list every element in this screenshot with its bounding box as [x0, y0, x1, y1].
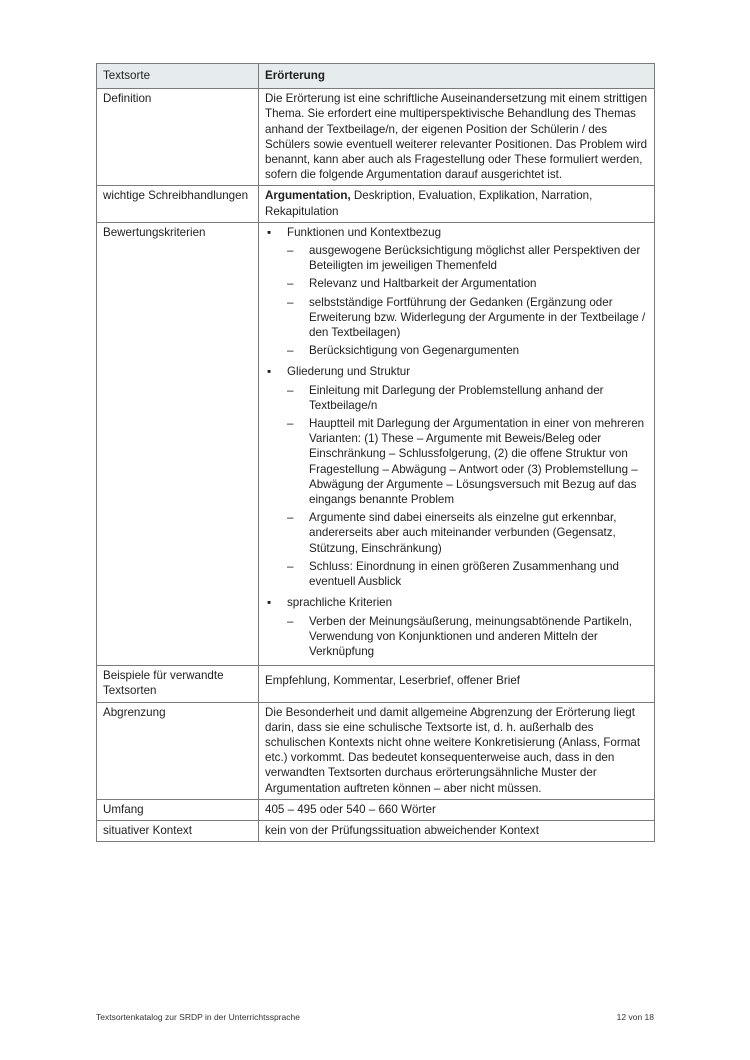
row-label: Abgrenzung	[97, 702, 259, 799]
row-label: wichtige Schreibhandlungen	[97, 186, 259, 222]
criteria-item-text: Berücksichtigung von Gegenargumenten	[309, 344, 520, 358]
dash-icon: –	[287, 344, 294, 358]
row-label: Umfang	[97, 799, 259, 820]
table-row-abgrenzung	[97, 702, 655, 799]
dash-icon: –	[287, 383, 294, 397]
dash-icon: –	[287, 277, 294, 291]
criteria-group	[265, 595, 648, 659]
criteria-item-text: Schluss: Einordnung in einen größeren Zusammenhang und eventuell Ausblick	[309, 559, 620, 589]
criteria-list	[265, 225, 648, 659]
abgrenzung-text: Die Besonderheit und damit allgemeine Abgrenzung der Erörterung liegt darin, dass sie eine schulische Textsorte ist, d. h. außerhalb des schulischen Kontexts nicht ohne weitere Konkretisierung (Anlass, Format etc.) vorkommt. Das bedeutet konsequenterweise auch, dass in den verwandten Textsorten durchaus erörterungsähnliche Muster der Argumentation auftreten können – aber nicht müssen.	[259, 702, 655, 799]
dash-icon: –	[287, 511, 294, 525]
criteria-item	[287, 614, 648, 660]
table-row-definition	[97, 89, 655, 186]
criteria-item	[287, 510, 648, 556]
table-row-umfang	[97, 799, 655, 820]
criteria-group	[265, 364, 648, 589]
definition-text: Die Erörterung ist eine schriftliche Auseinandersetzung mit einem strittigen Thema. Sie erfordert eine multiperspektivische Behandlung des Themas anhand der Textbeilage/n, der eigenen Position der Schülerin / des Schülers sowie eventuell weiterer relevanter Positionen. Das Problem wird benannt, kann aber auch als Fragestellung oder These formuliert werden, sofern die folgende Argumentation darauf ausgerichtet ist.	[259, 89, 655, 186]
criteria-item	[287, 416, 648, 507]
criteria-item-text: Einleitung mit Darlegung der Problemstellung anhand der Textbeilage/n	[309, 383, 604, 412]
schreibhandlungen-bold: Argumentation,	[265, 189, 351, 203]
table-row-bewertung	[97, 222, 655, 665]
criteria-group	[265, 225, 648, 359]
page-number: 12 von 18	[616, 1012, 654, 1022]
header-value: Erörterung	[259, 64, 655, 89]
beispiele-text: Empfehlung, Kommentar, Leserbrief, offener Brief	[259, 666, 655, 702]
criteria-group-title: Gliederung und Struktur	[287, 365, 411, 379]
criteria-item	[287, 343, 648, 358]
bullet-icon: ▪	[267, 596, 272, 610]
row-label: Bewertungskriterien	[97, 222, 259, 665]
criteria-item	[287, 276, 648, 291]
bullet-icon: ▪	[267, 225, 272, 239]
table-row-schreibhandlungen	[97, 186, 655, 222]
schreibhandlungen-rest: Deskription, Evaluation, Explikation, Narration, Rekapitulation	[265, 189, 593, 218]
criteria-item	[287, 383, 648, 413]
kontext-text: kein von der Prüfungssituation abweichender Kontext	[259, 820, 655, 841]
criteria-item	[287, 295, 648, 341]
dash-icon: –	[287, 559, 294, 573]
dash-icon: –	[287, 244, 294, 258]
dash-icon: –	[287, 614, 294, 628]
criteria-item-text: Argumente sind dabei einerseits als einzelne gut erkennbar, andererseits aber auch miteinander verbunden (Gegensatz, Stützung, Einschränkung)	[309, 511, 617, 555]
dash-icon: –	[287, 295, 294, 309]
criteria-item-text: selbstständige Fortführung der Gedanken (Ergänzung oder Erweiterung bzw. Widerlegung der Argumente in der Textbeilage / den Textbeilagen)	[309, 295, 646, 340]
row-label: situativer Kontext	[97, 820, 259, 841]
table-row-beispiele	[97, 666, 655, 702]
criteria-sublist	[287, 614, 648, 660]
umfang-text: 405 – 495 oder 540 – 660 Wörter	[259, 799, 655, 820]
dash-icon: –	[287, 417, 294, 431]
header-label: Textsorte	[97, 64, 259, 89]
criteria-item	[287, 243, 648, 273]
table-header-row	[97, 64, 655, 89]
row-label: Definition	[97, 89, 259, 186]
criteria-group-title: sprachliche Kriterien	[287, 596, 393, 610]
table-row-kontext	[97, 820, 655, 841]
criteria-item-text: ausgewogene Berücksichtigung möglichst aller Perspektiven der Beteiligten im jeweiligen Themenfeld	[309, 244, 641, 273]
criteria-item-text: Verben der Meinungsäußerung, meinungsabtönende Partikeln, Verwendung von Konjunktionen und anderen Mitteln der Verknüpfung	[309, 614, 632, 658]
criteria-sublist	[287, 383, 648, 590]
criteria-item-text: Hauptteil mit Darlegung der Argumentation in einer von mehreren Varianten: (1) These – Argumente mit Beweis/Beleg oder Einschränkung – Schlussfolgerung, (2) die offene Struktur von Fragestellung – Abwägung – Antwort oder (3) Problemstellung – Abwägung der Argumente – Lösungsversuch mit Bezug auf das eingangs benannte Problem	[309, 417, 645, 507]
bewertung-cell	[259, 222, 655, 665]
textsorte-table	[96, 63, 655, 842]
criteria-item	[287, 559, 648, 589]
schreibhandlungen-text	[259, 186, 655, 222]
row-label: Beispiele für verwandte Textsorten	[97, 666, 259, 702]
bullet-icon: ▪	[267, 365, 272, 379]
criteria-item-text: Relevanz und Haltbarkeit der Argumentation	[309, 277, 537, 291]
criteria-sublist	[287, 243, 648, 358]
criteria-group-title: Funktionen und Kontextbezug	[287, 225, 442, 239]
footer-title: Textsortenkatalog zur SRDP in der Unterrichtssprache	[96, 1012, 300, 1022]
